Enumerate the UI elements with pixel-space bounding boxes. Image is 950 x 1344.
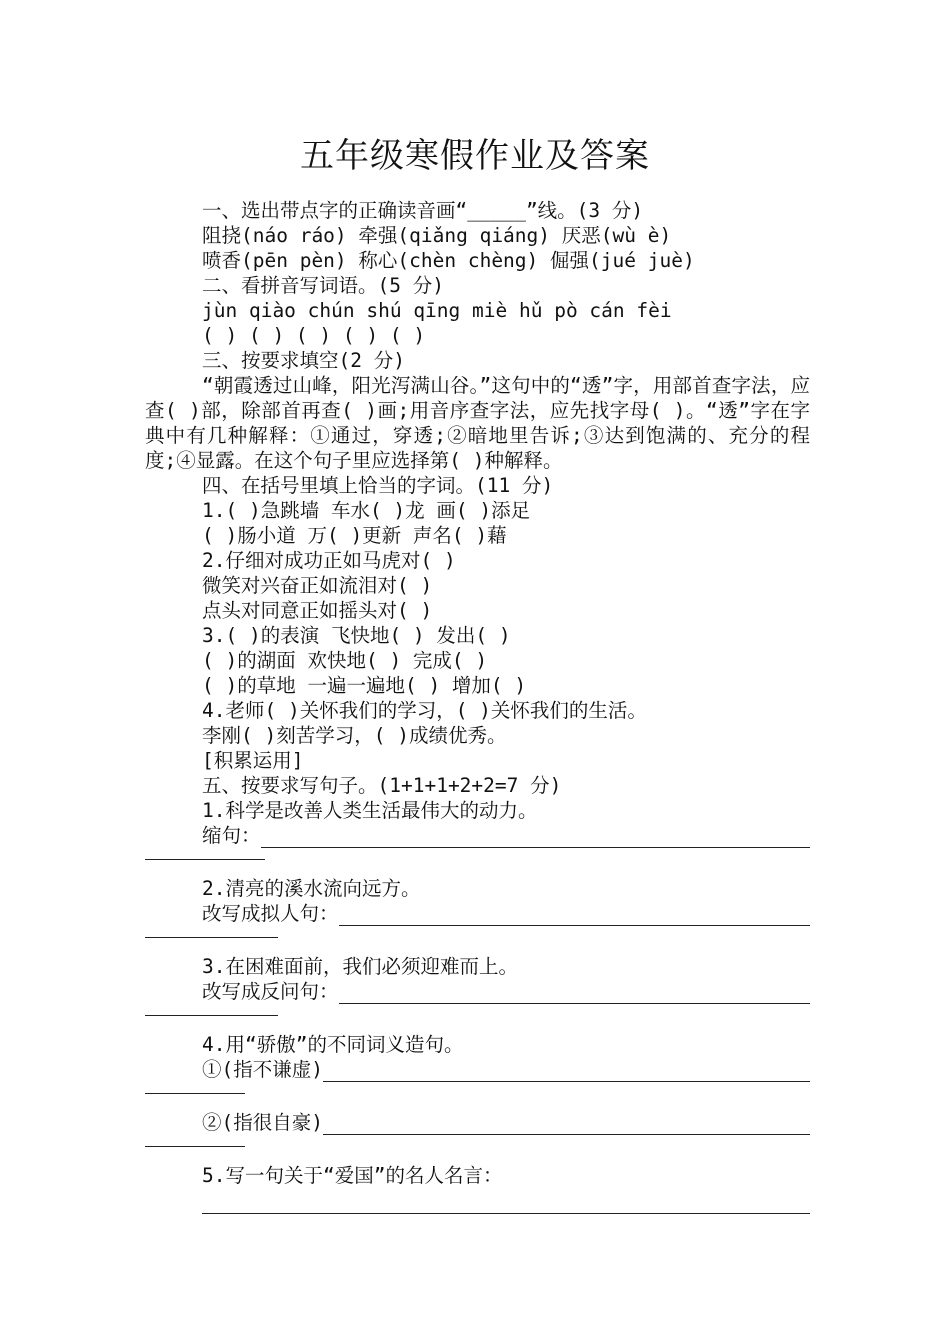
fill-line: 李刚( )刻苦学习，( )成绩优秀。 xyxy=(202,724,507,747)
answer-label: ①(指不谦虚) xyxy=(202,1058,323,1081)
answer-row-1 xyxy=(145,823,810,848)
answer-line[interactable] xyxy=(339,983,810,1004)
blank-brackets: ( ) ( ) ( ) ( ) ( ) xyxy=(202,324,426,347)
answer-line-tail xyxy=(145,926,278,938)
page-title: 五年级寒假作业及答案 xyxy=(300,136,650,176)
fill-line: 4.老师( )关怀我们的学习，( )关怀我们的生活。 xyxy=(202,699,647,722)
worksheet-body xyxy=(145,198,810,1214)
answer-line[interactable] xyxy=(261,827,810,848)
answer-line-tail xyxy=(145,1004,278,1016)
section-1-line-2: 喷香(pēn pèn) 称心(chèn chèng) 倔强(jué juè) xyxy=(202,249,695,272)
answer-label: 改写成拟人句： xyxy=(202,902,339,925)
fill-line: ( )的湖面 欢快地( ) 完成( ) xyxy=(202,649,488,672)
section-2-heading: 二、看拼音写词语。(5 分) xyxy=(202,274,444,297)
answer-row-2 xyxy=(145,901,810,926)
answer-row-4a xyxy=(145,1057,810,1082)
section-4-heading: 四、在括号里填上恰当的字词。(11 分) xyxy=(202,474,554,497)
question-1: 1.科学是改善人类生活最伟大的动力。 xyxy=(202,799,538,822)
answer-label: 缩句： xyxy=(202,824,261,847)
section-3-heading: 三、按要求填空(2 分) xyxy=(202,349,405,372)
question-3: 3.在困难面前，我们必须迎难而上。 xyxy=(202,955,518,978)
fill-line: 微笑对兴奋正如流泪对( ) xyxy=(202,574,433,597)
answer-line-tail xyxy=(145,848,265,860)
pinyin-line: jùn qiào chún shú qīng miè hǔ pò cán fèi xyxy=(202,299,672,322)
fill-line: 3.( )的表演 飞快地( ) 发出( ) xyxy=(202,624,511,647)
fill-line: 1.( )急跳墙 车水( )龙 画( )添足 xyxy=(202,499,531,522)
answer-line[interactable] xyxy=(339,905,810,926)
fill-line: ( )肠小道 万( )更新 声名( )藉 xyxy=(202,524,507,547)
answer-row-4b xyxy=(145,1110,810,1135)
question-4: 4.用“骄傲”的不同词义造句。 xyxy=(202,1033,464,1056)
answer-line-tail xyxy=(145,1082,245,1094)
answer-line-tail xyxy=(145,1135,245,1147)
answer-line[interactable] xyxy=(202,1188,810,1214)
fill-line: 点头对同意正如摇头对( ) xyxy=(202,599,433,622)
answer-row-3 xyxy=(145,979,810,1004)
section-1-heading: 一、选出带点字的正确读音画“_____”线。(3 分) xyxy=(202,199,644,222)
answer-line[interactable] xyxy=(323,1114,810,1135)
section-1-line-1: 阻挠(náo ráo) 牵强(qiǎng qiáng) 厌恶(wù è) xyxy=(202,224,672,247)
section-5-category: [积累运用] xyxy=(202,749,304,772)
section-5-heading: 五、按要求写句子。(1+1+1+2+2=7 分) xyxy=(202,774,562,797)
answer-label: ②(指很自豪) xyxy=(202,1111,323,1134)
answer-label: 改写成反问句： xyxy=(202,980,339,1003)
section-3-paragraph: “朝霞透过山峰，阳光泻满山谷。”这句中的“透”字，用部首查字法，应查( )部，除部首再查( )画;用音序查字法，应先找字母( )。“透”字在字典中有几种解释：①通过，穿透;②暗地里告诉;③达到饱满的、充分的程度;④显露。在这个句子里应选择第( )种解释。 xyxy=(145,374,810,472)
fill-line: ( )的草地 一遍一遍地( ) 增加( ) xyxy=(202,674,527,697)
question-2: 2.清亮的溪水流向远方。 xyxy=(202,877,421,900)
fill-line: 2.仔细对成功正如马虎对( ) xyxy=(202,549,456,572)
answer-line[interactable] xyxy=(323,1061,810,1082)
question-5: 5.写一句关于“爱国”的名人名言： xyxy=(202,1164,503,1187)
